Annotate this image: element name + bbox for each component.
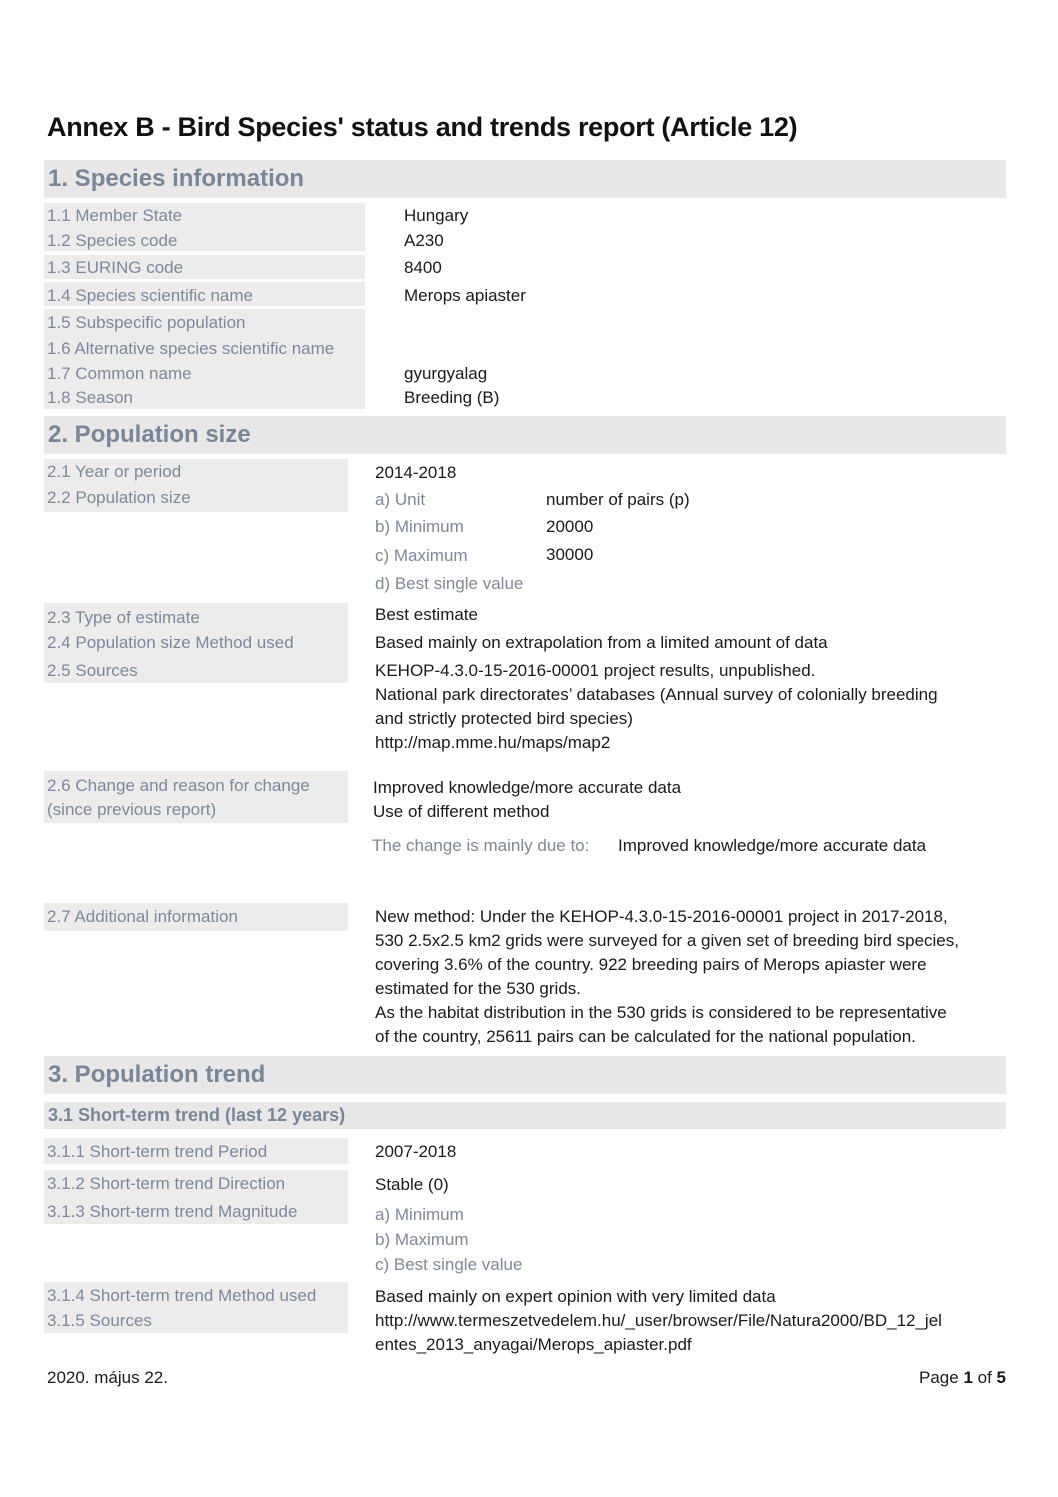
- section-title: 3. Population trend: [48, 1061, 266, 1088]
- page-current: 1: [963, 1368, 973, 1387]
- subfield-label: a) Minimum: [375, 1205, 464, 1224]
- field-label: 1.6 Alternative species scientific name: [47, 339, 335, 358]
- field-value: National park directorates’ databases (Annual survey of colonially breeding: [375, 685, 938, 704]
- field-label: 1.3 EURING code: [47, 258, 184, 277]
- field-label: 1.7 Common name: [47, 364, 192, 383]
- field-label: 3.1.3 Short-term trend Magnitude: [47, 1202, 298, 1221]
- field-label: (since previous report): [47, 800, 217, 819]
- field-label: 2.7 Additional information: [47, 907, 238, 926]
- field-value: Hungary: [404, 206, 469, 225]
- page-mid: of: [972, 1368, 997, 1387]
- section-title: 1. Species information: [48, 165, 305, 192]
- subfield-label: d) Best single value: [375, 574, 524, 593]
- subfield-label: c) Best single value: [375, 1255, 523, 1274]
- field-label: 2.1 Year or period: [47, 462, 182, 481]
- field-value: http://www.termeszetvedelem.hu/_user/browser/File/Natura2000/BD_12_jel: [375, 1311, 942, 1330]
- subfield-label: c) Maximum: [375, 546, 468, 565]
- field-value: estimated for the 530 grids.: [375, 979, 582, 998]
- subfield-value: Improved knowledge/more accurate data: [618, 836, 927, 855]
- field-label: 2.3 Type of estimate: [47, 608, 200, 627]
- field-label: 3.1.2 Short-term trend Direction: [47, 1174, 286, 1193]
- subfield-label: b) Maximum: [375, 1230, 469, 1249]
- field-value: Based mainly on extrapolation from a limited amount of data: [375, 633, 828, 652]
- field-label: 3.1.4 Short-term trend Method used: [47, 1286, 317, 1305]
- subfield-value: number of pairs (p): [546, 490, 690, 509]
- field-value: Improved knowledge/more accurate data: [373, 778, 682, 797]
- field-value: KEHOP-4.3.0-15-2016-00001 project results, unpublished.: [375, 661, 816, 680]
- field-value: covering 3.6% of the country. 922 breeding pairs of Merops apiaster were: [375, 955, 927, 974]
- field-value: gyurgyalag: [404, 364, 488, 383]
- document-title: Annex B - Bird Species' status and trends report (Article 12): [47, 112, 798, 142]
- field-label: 1.4 Species scientific name: [47, 286, 253, 305]
- footer-date: 2020. május 22.: [47, 1368, 168, 1387]
- section-title: 2. Population size: [48, 421, 251, 448]
- field-value: Use of different method: [373, 802, 550, 821]
- field-value: Best estimate: [375, 605, 478, 624]
- field-value: of the country, 25611 pairs can be calculated for the national population.: [375, 1027, 916, 1046]
- field-label: 3.1.1 Short-term trend Period: [47, 1142, 268, 1161]
- field-value: As the habitat distribution in the 530 grids is considered to be representative: [375, 1003, 947, 1022]
- field-value: Breeding (B): [404, 388, 500, 407]
- field-value: Stable (0): [375, 1175, 449, 1194]
- field-label: 1.5 Subspecific population: [47, 313, 246, 332]
- field-value: and strictly protected bird species): [375, 709, 633, 728]
- subsection-title: 3.1 Short-term trend (last 12 years): [48, 1105, 346, 1125]
- subfield-label: The change is mainly due to:: [372, 836, 590, 855]
- field-value: Merops apiaster: [404, 286, 526, 305]
- field-label: 1.8 Season: [47, 388, 134, 407]
- field-value: http://map.mme.hu/maps/map2: [375, 733, 611, 752]
- field-label: 1.2 Species code: [47, 231, 178, 250]
- field-label: 2.2 Population size: [47, 488, 191, 507]
- field-value: 2014-2018: [375, 463, 457, 482]
- subfield-label: a) Unit: [375, 490, 426, 509]
- subfield-label: b) Minimum: [375, 517, 464, 536]
- field-value: A230: [404, 231, 444, 250]
- field-value: entes_2013_anyagai/Merops_apiaster.pdf: [375, 1335, 692, 1354]
- field-value: 530 2.5x2.5 km2 grids were surveyed for a given set of breeding bird species,: [375, 931, 959, 950]
- page-prefix: Page: [919, 1368, 964, 1387]
- field-value: 2007-2018: [375, 1142, 457, 1161]
- field-label: 2.4 Population size Method used: [47, 633, 294, 652]
- field-label: 3.1.5 Sources: [47, 1311, 152, 1330]
- section-header-species-information: [44, 160, 1006, 198]
- field-label: 2.5 Sources: [47, 661, 138, 680]
- page-total: 5: [996, 1368, 1006, 1387]
- field-label: 1.1 Member State: [47, 206, 183, 225]
- field-label: 2.6 Change and reason for change: [47, 776, 310, 795]
- footer-page-number: [919, 1368, 1006, 1388]
- field-value: 8400: [404, 258, 442, 277]
- subfield-value: 20000: [546, 517, 594, 536]
- field-value: Based mainly on expert opinion with very limited data: [375, 1287, 776, 1306]
- subsection-header-short-term-trend: [44, 1102, 1006, 1129]
- section-header-population-trend: [44, 1056, 1006, 1094]
- section-header-population-size: [44, 416, 1006, 454]
- field-value: New method: Under the KEHOP-4.3.0-15-2016-00001 project in 2017-2018,: [375, 907, 948, 926]
- subfield-value: 30000: [546, 545, 594, 564]
